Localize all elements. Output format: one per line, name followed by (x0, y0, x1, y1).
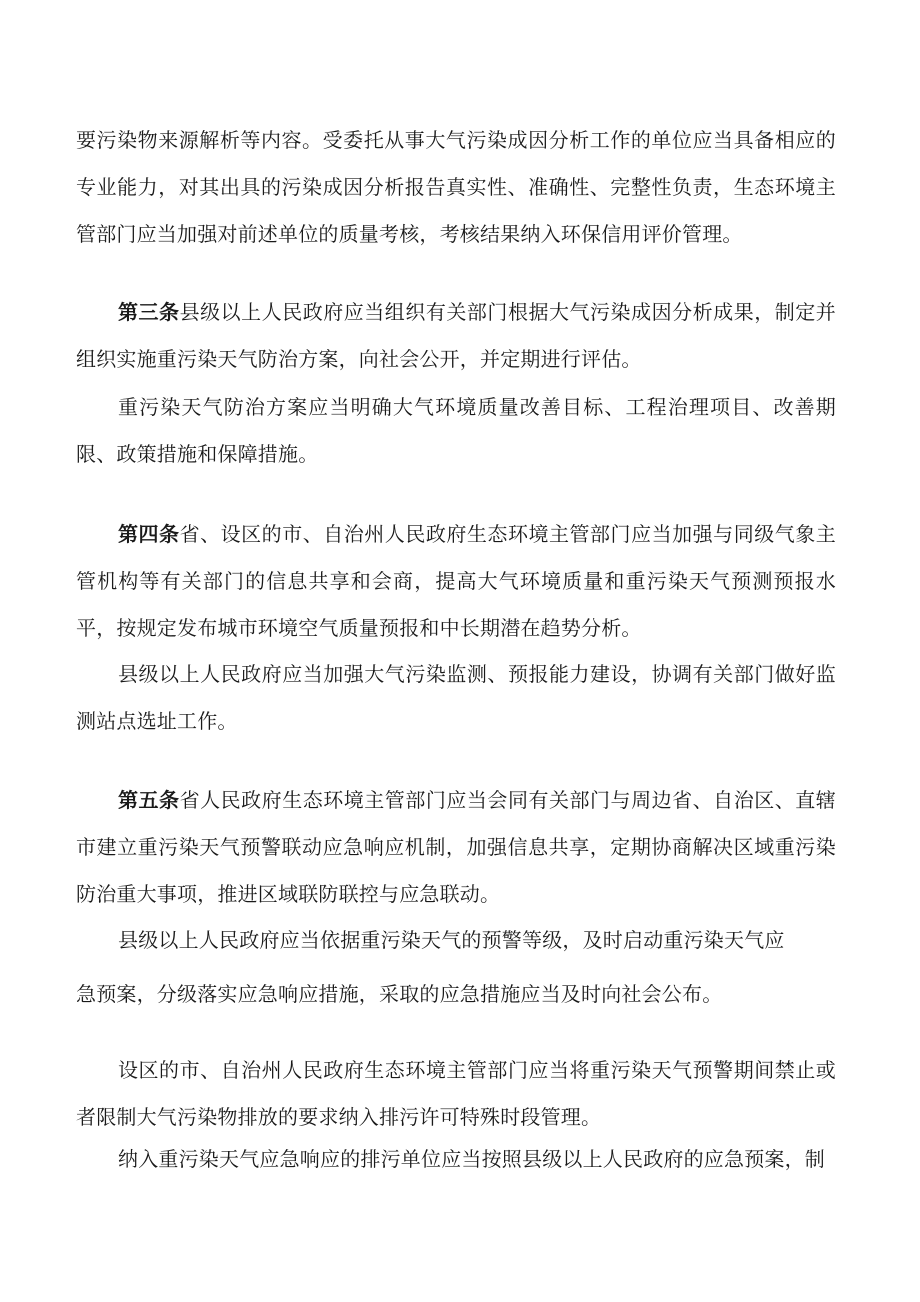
article-3-paragraph (76, 289, 836, 383)
paragraph-text: 省人民政府生态环境主管部门应当会同有关部门与周边省、自治区、直辖市建立重污染天气预警联动应急响应机制，加强信息共享，定期协商解决区域重污染防治重大事项，推进区域联防联控与应急联动。 (76, 788, 836, 906)
paragraph-text: 急预案，分级落实应急响应措施，采取的应急措施应当及时向社会公布。 (76, 982, 723, 1006)
article-5-paragraph (76, 777, 836, 918)
paragraph-7 (76, 917, 836, 964)
article-4-paragraph (76, 511, 836, 652)
article-number: 第三条 (118, 300, 180, 324)
paragraph-5 (76, 651, 836, 745)
paragraph-text: 要污染物来源解析等内容。受委托从事大气污染成因分析工作的单位应当具备相应的专业能力，对其出具的污染成因分析报告真实性、准确性、完整性负责，生态环境主管部门应当加强对前述单位的质量考核，考核结果纳入环保信用评价管理。 (76, 128, 836, 246)
paragraph-text: 重污染天气防治方案应当明确大气环境质量改善目标、工程治理项目、改善期限、政策措施和保障措施。 (76, 395, 836, 466)
paragraph-text: 纳入重污染天气应急响应的排污单位应当按照县级以上人民政府的应急预案，制 (118, 1147, 825, 1171)
article-number: 第四条 (118, 522, 180, 546)
paragraph-text: 县级以上人民政府应当依据重污染天气的预警等级，及时启动重污染天气应 (118, 928, 785, 952)
paragraph-text: 设区的市、自治州人民政府生态环境主管部门应当将重污染天气预警期间禁止或者限制大气污染物排放的要求纳入排污许可特殊时段管理。 (76, 1058, 836, 1129)
paragraph-text: 省、设区的市、自治州人民政府生态环境主管部门应当加强与同级气象主管机构等有关部门的信息共享和会商，提高大气环境质量和重污染天气预测预报水平，按规定发布城市环境空气质量预报和中长期潜在趋势分析。 (76, 522, 836, 640)
paragraph-8 (76, 971, 836, 1018)
paragraph-9 (76, 1047, 836, 1141)
paragraph-text: 县级以上人民政府应当加强大气污染监测、预报能力建设，协调有关部门做好监测站点选址工作。 (76, 662, 836, 733)
paragraph-text: 县级以上人民政府应当组织有关部门根据大气污染成因分析成果，制定并组织实施重污染天气防治方案，向社会公开，并定期进行评估。 (76, 300, 836, 371)
article-number: 第五条 (118, 788, 180, 812)
paragraph-10 (76, 1136, 836, 1183)
paragraph-3 (76, 384, 836, 478)
paragraph-1 (76, 117, 836, 258)
